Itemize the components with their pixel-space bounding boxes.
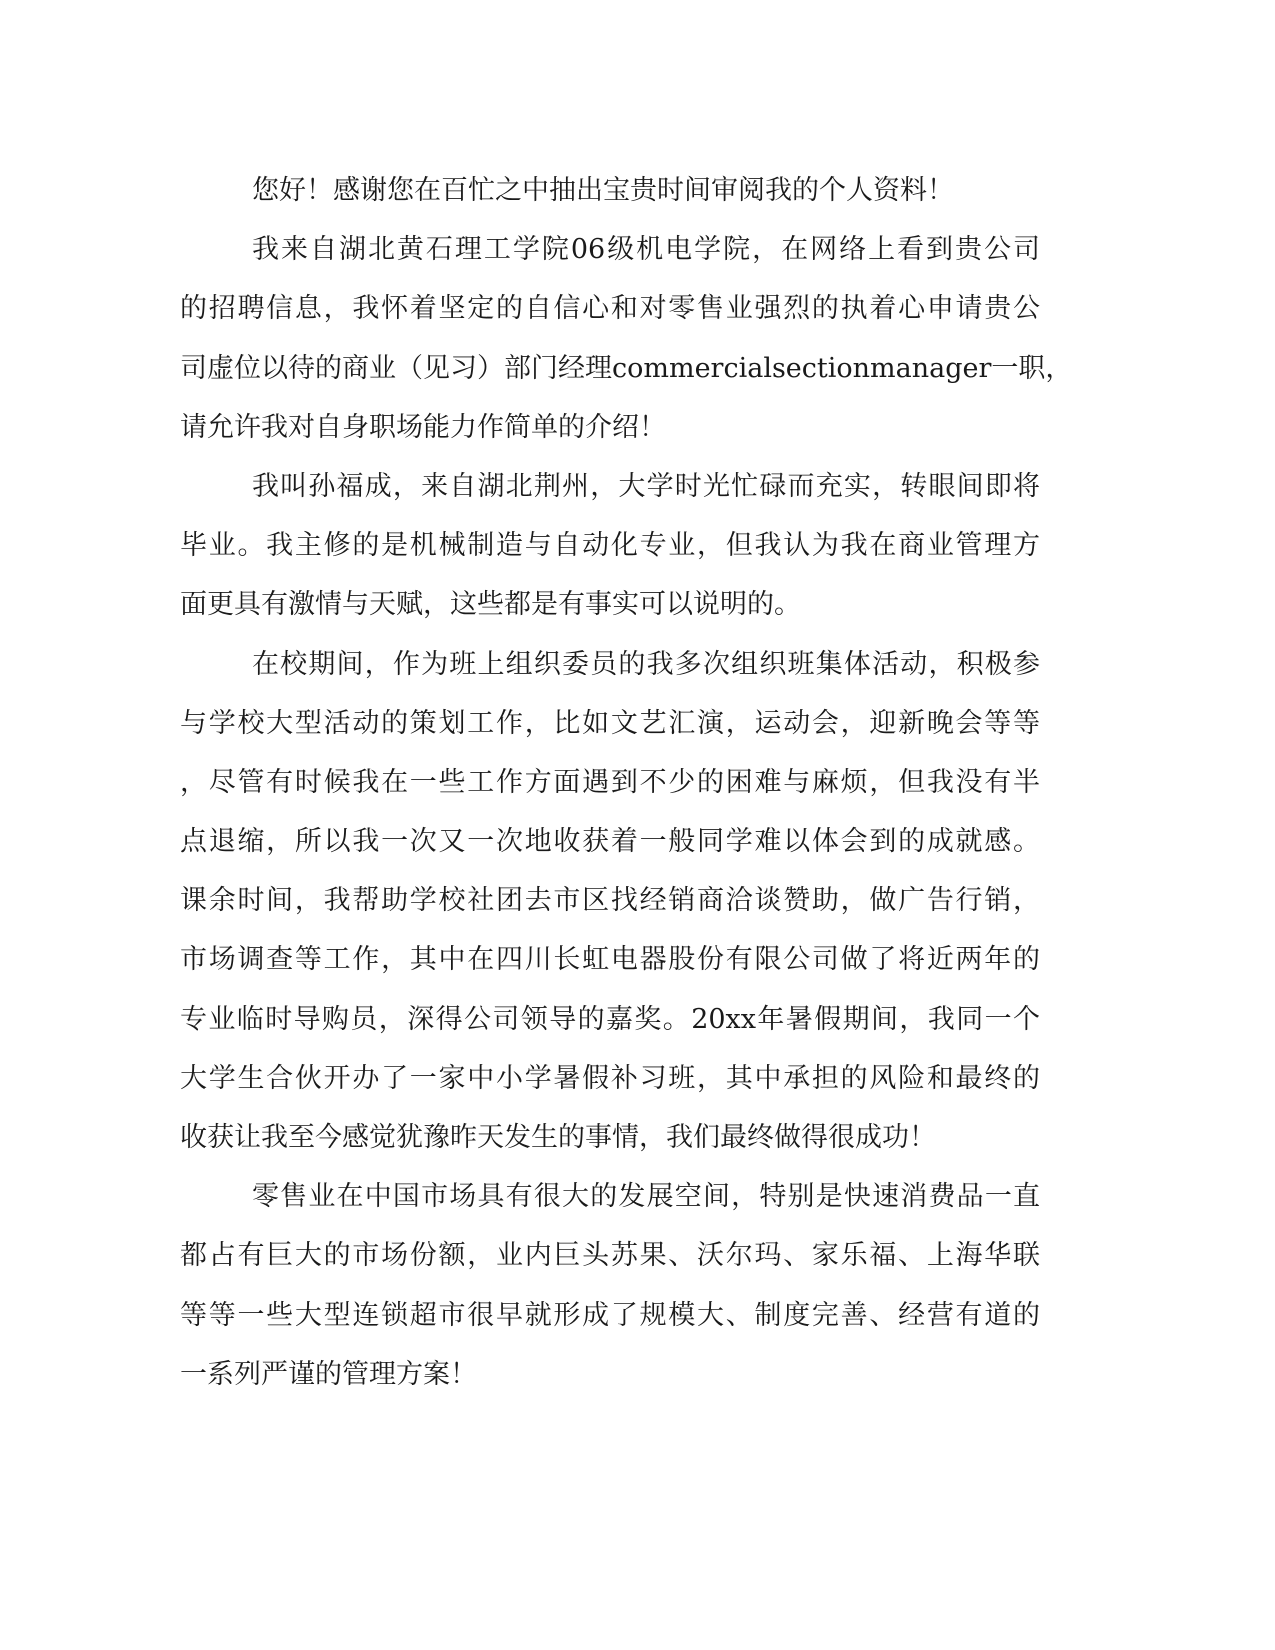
letter-body: [180, 161, 1073, 1404]
text-line: 一系列严谨的管理方案！: [180, 1358, 477, 1390]
text-line: ，尽管有时候我在一些工作方面遇到不少的困难与麻烦，但我没有半: [180, 766, 1040, 798]
text-line: 课余时间，我帮助学校社团去市区找经销商洽谈赞助，做广告行销，: [180, 885, 1040, 917]
text-line: 都占有巨大的市场份额，业内巨头苏果、沃尔玛、家乐福、上海华联: [180, 1240, 1040, 1272]
text-line: 市场调查等工作，其中在四川长虹电器股份有限公司做了将近两年的: [180, 944, 1040, 976]
text-line: 我叫孙福成，来自湖北荆州，大学时光忙碌而充实，转眼间即将: [252, 470, 1040, 502]
text-line: 专业临时导购员，深得公司领导的嘉奖。20xx年暑假期间，我同一个: [180, 1003, 1040, 1035]
text-line: 面更具有激情与天赋，这些都是有事实可以说明的。: [180, 589, 801, 621]
text-line: 零售业在中国市场具有很大的发展空间，特别是快速消费品一直: [252, 1181, 1040, 1213]
text-line: 点退缩，所以我一次又一次地收获着一般同学难以体会到的成就感。: [180, 826, 1040, 858]
text-line: 在校期间，作为班上组织委员的我多次组织班集体活动，积极参: [252, 648, 1040, 680]
text-line: 请允许我对自身职场能力作简单的介绍！: [180, 411, 666, 443]
text-line: 的招聘信息，我怀着坚定的自信心和对零售业强烈的执着心申请贵公: [180, 293, 1040, 325]
text-line: 毕业。我主修的是机械制造与自动化专业，但我认为我在商业管理方: [180, 530, 1040, 562]
text-line: 等等一些大型连锁超市很早就形成了规模大、制度完善、经营有道的: [180, 1299, 1040, 1331]
text-line: 您好！感谢您在百忙之中抽出宝贵时间审阅我的个人资料！: [252, 175, 954, 206]
text-line: 我来自湖北黄石理工学院06级机电学院，在网络上看到贵公司: [252, 234, 1040, 266]
text-line: 司虚位以待的商业（见习）部门经理commercialsectionmanager一职，: [180, 352, 1073, 384]
text-line: 收获让我至今感觉犹豫昨天发生的事情，我们最终做得很成功！: [180, 1122, 936, 1153]
text-line: 大学生合伙开办了一家中小学暑假补习班，其中承担的风险和最终的: [180, 1062, 1040, 1094]
text-line: 与学校大型活动的策划工作，比如文艺汇演，运动会，迎新晚会等等: [180, 707, 1040, 739]
